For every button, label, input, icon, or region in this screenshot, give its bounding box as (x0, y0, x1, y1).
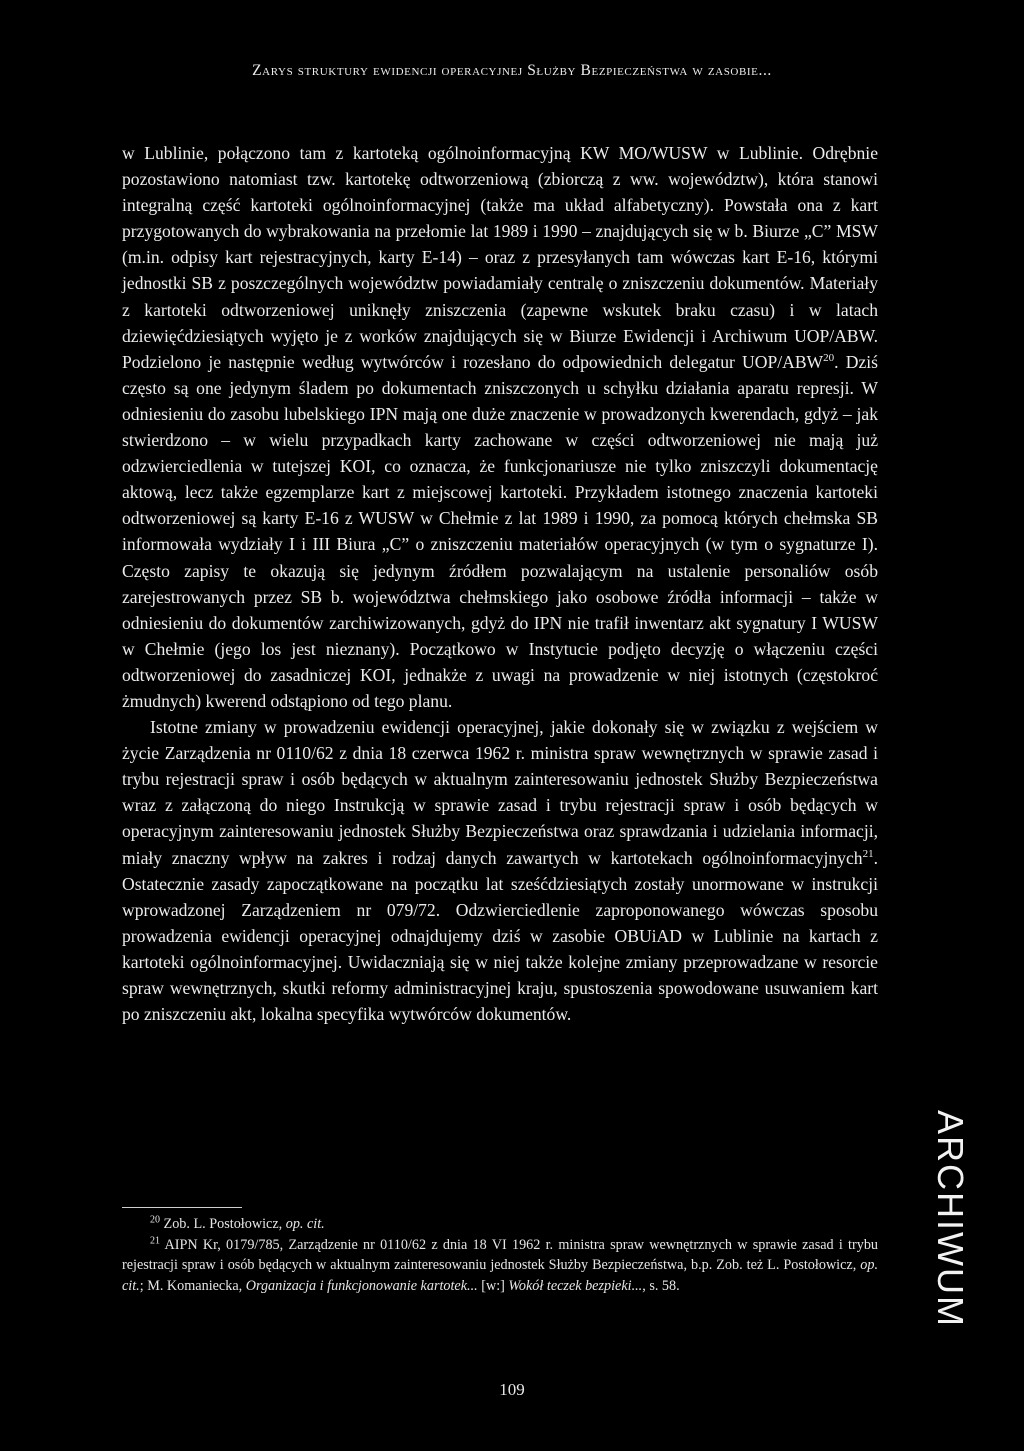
footnotes (122, 1214, 878, 1296)
footnote-20-text: Zob. L. Postołowicz, (163, 1216, 286, 1232)
paragraph-1-text-a: w Lublinie, połączono tam z kartoteką ogólnoinformacyjną KW MO/WUSW w Lublinie. Odrębnie pozostawiono natomiast tzw. kartotekę odtworzeniową (zbiorczą z ww. województw), która stanowi integralną część kartoteki ogólnoinformacyjnej (także ma układ alfabetyczny). Powstała ona z kart przygotowanych do wybrakowania na przełomie lat 1989 i 1990 – znajdujących się w b. Biurze „C” MSW (m.in. odpisy kart rejestracyjnych, karty E-14) – oraz z przesyłanych tam wówczas kart E-16, którymi jednostki SB z poszczególnych województw powiadamiały centralę o zniszczeniu dokumentów. Materiały z kartoteki odtworzeniowej uniknęły zniszczenia (zapewne wskutek braku czasu) i w latach dziewięćdziesiątych wyjęto je z worków znajdujących się w Biurze Ewidencji i Archiwum UOP/ABW. Podzielono je następnie według wytwórców i rozesłano do odpowiednich delegatur UOP/ABW (122, 143, 878, 372)
footnote-21-italic-f: Wokół teczek bezpieki... (508, 1277, 643, 1294)
running-header: Zarys struktury ewidencji operacyjnej Służby Bezpieczeństwa w zasobie... (252, 62, 772, 79)
footnote-21-italic-d: Organizacja i funkcjonowanie kartotek... (245, 1277, 478, 1294)
footnote-20-number: 20 (150, 1214, 160, 1226)
archiwum-side-label: ARCHIWUM (930, 1110, 971, 1328)
footnote-ref-21[interactable]: 21 (862, 847, 874, 860)
footnote-20-italic: op. cit. (285, 1216, 325, 1232)
footnote-21-number: 21 (150, 1234, 160, 1246)
footnote-20 (122, 1214, 878, 1235)
page-number: 109 (499, 1380, 525, 1399)
footnote-divider (122, 1207, 242, 1208)
footnote-21 (122, 1235, 878, 1297)
footnote-21-text-g: , s. 58. (642, 1277, 680, 1294)
paragraph-1-text-b: . Dziś często są one jedynym śladem po dokumentach zniszczonych u schyłku działania aparatu represji. W odniesieniu do zasobu lubelskiego IPN mają one duże znaczenie w prowadzonych kwerendach, gdyż – jak stwierdzono – w wielu przypadkach karty zachowane w części odtworzeniowej nie mają już odzwierciedlenia w tutejszej KOI, co oznacza, że funkcjonariusze nie tylko zniszczyli dokumentację aktową, lecz także egzemplarze kart z miejscowej kartoteki. Przykładem istotnego znaczenia kartoteki odtworzeniowej są karty E-16 z WUSW w Chełmie z lat 1989 i 1990, za pomocą których chełmska SB informowała wydziały I i III Biura „C” o zniszczeniu materiałów operacyjnych (w tym o sygnaturze I). Często zapisy te okazują się jedynym źródłem pozwalającym na ustalenie personaliów osób zarejestrowanych przez SB b. województwa chełmskiego jako osobowe źródła informacji – także w odniesieniu do dokumentów zarchiwizowanych, gdyż do IPN nie trafił inwentarz akt sygnatury I WUSW w Chełmie (jego los jest nieznany). Początkowo w Instytucie podjęto decyzję o włączeniu części odtworzeniowej do zasadniczej KOI, jednakże z uwagi na prowadzenie w niej istotnych (częstokroć żmudnych) kwerend odstąpiono od tego planu. (122, 351, 879, 711)
paragraph-2-text-a: Istotne zmiany w prowadzeniu ewidencji operacyjnej, jakie dokonały się w związku z wejściem w życie Zarządzenia nr 0110/62 z dnia 18 czerwca 1962 r. ministra spraw wewnętrznych w sprawie zasad i trybu rejestracji spraw i osób będących w aktualnym zainteresowaniu jednostek Służby Bezpieczeństwa wraz z załączoną do niego Instrukcją w sprawie zasad i trybu rejestracji spraw i osób będących w operacyjnym zainteresowaniu jednostek Służby Bezpieczeństwa oraz sprawdzania i udzielania informacji, miały znaczny wpływ na zakres i rodzaj danych zawartych w kartotekach ogólnoinformacyjnych (122, 717, 878, 868)
footnote-21-italic-b: op. cit. (122, 1257, 878, 1294)
footnote-21-text-a: AIPN Kr, 0179/785, Zarządzenie nr 0110/62 z dnia 18 VI 1962 r. ministra spraw wewnętrznych w sprawie zasad i trybu rejestracji spraw i osób będących w aktualnym zainteresowaniu jednostek Służby Bezpieczeństwa, b.p. Zob. też L. Postołowicz, (122, 1236, 879, 1274)
footnote-21-text-c: ; M. Komaniecka, (139, 1277, 246, 1294)
paragraph-2-text-b: . Ostatecznie zasady zapoczątkowane na początku lat sześćdziesiątych zostały unormowane w instrukcji wprowadzonej Zarządzeniem nr 079/72. Odzwierciedlenie zaproponowanego wówczas sposobu prowadzenia ewidencji operacyjnej odnajdujemy dziś w zasobie OBUiAD w Lublinie na kartach z kartoteki ogólnoinformacyjnej. Uwidaczniają się w niej także kolejne zmiany przeprowadzane w resorcie spraw wewnętrznych, skutki reformy administracyjnej kraju, spustoszenia spowodowane usuwaniem kart po zniszczeniu akt, lokalna specyfika wytwórców dokumentów. (122, 847, 878, 1025)
footnote-ref-20[interactable]: 20 (823, 351, 835, 364)
paragraph-1 (122, 140, 878, 714)
footnote-21-text-e: [w:] (477, 1277, 509, 1294)
main-text (122, 140, 878, 1027)
paragraph-2 (122, 714, 878, 1027)
